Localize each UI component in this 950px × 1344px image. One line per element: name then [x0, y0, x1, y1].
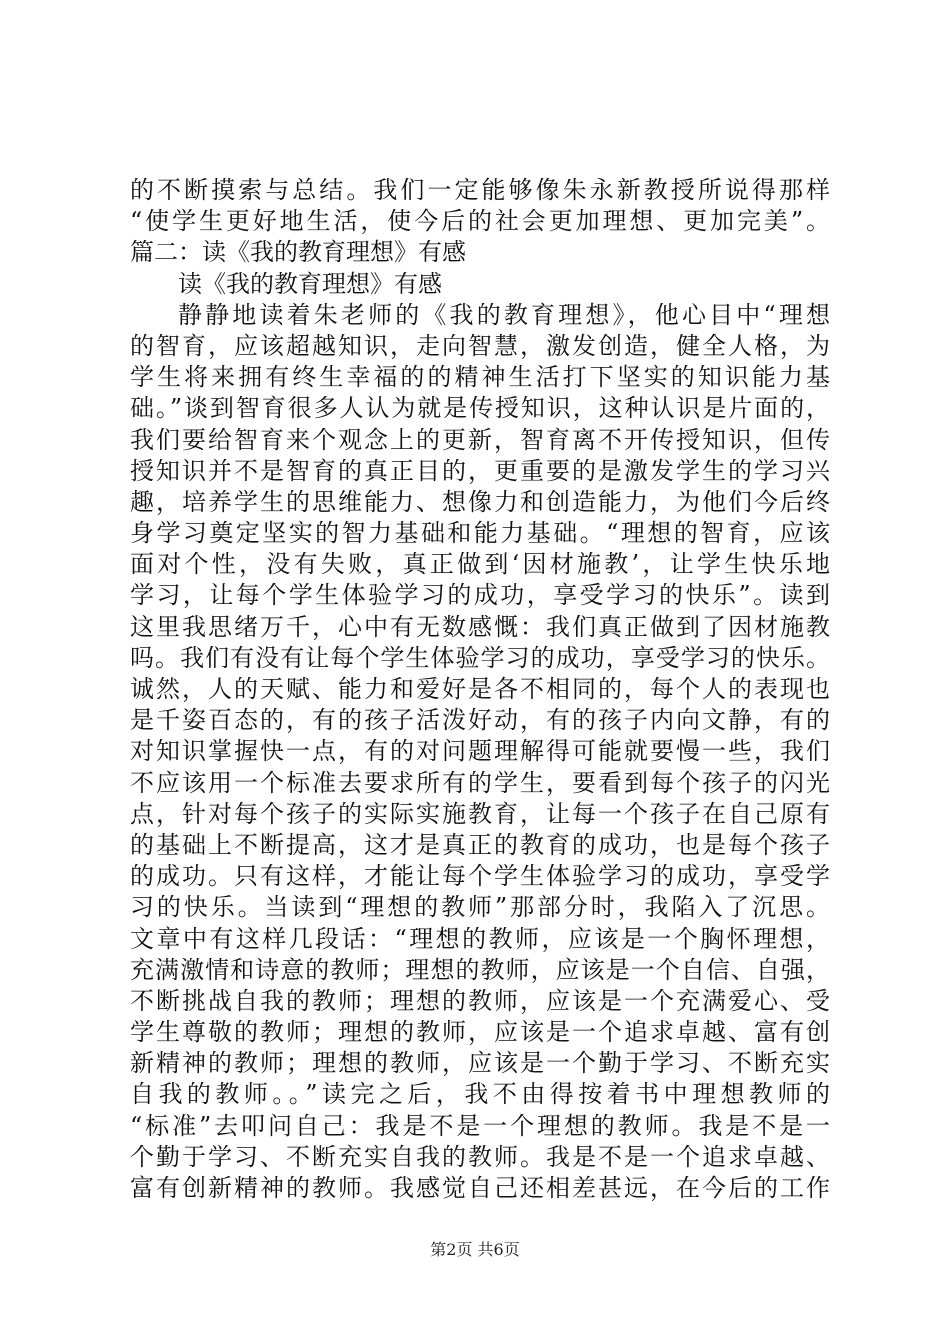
text-line: 这里我思绪万千，心中有无数感慨：我们真正做到了因材施教	[130, 612, 830, 641]
text-line: 的不断摸索与总结。我们一定能够像朱永新教授所说得那样	[130, 176, 830, 204]
text-line: 富有创新精神的教师。我感觉自己还相差甚远，在今后的工作	[130, 1174, 830, 1202]
text-line: 是千姿百态的，有的孩子活泼好动，有的孩子内向文静，有的	[130, 706, 830, 735]
text-line: 充满激情和诗意的教师；理想的教师，应该是一个自信、自强，	[130, 955, 830, 984]
text-line: 自我的教师。。”读完之后，我不由得按着书中理想教师的	[130, 1080, 830, 1109]
text-line: “标准”去叩问自己：我是不是一个理想的教师。我是不是一	[130, 1111, 830, 1140]
text-line: 学习，让每个学生体验学习的成功，享受学习的快乐”。读到	[130, 581, 830, 610]
text-line: 新精神的教师；理想的教师，应该是一个勤于学习、不断充实	[130, 1049, 830, 1078]
section-heading: 篇二：读《我的教育理想》有感	[130, 238, 466, 267]
text-line: 身学习奠定坚实的智力基础和能力基础。“理想的智育，应该	[130, 519, 830, 548]
text-line: 习的快乐。当读到“理想的教师”那部分时，我陷入了沉思。	[130, 893, 830, 922]
text-line: 不应该用一个标准去要求所有的学生，要看到每个孩子的闪光	[130, 768, 830, 797]
text-line: 点，针对每个孩子的实际实施教育，让每一个孩子在自己原有	[130, 799, 830, 828]
page-number-footer: 第2页 共6页	[430, 1240, 520, 1259]
text-line: 的智育，应该超越知识，走向智慧，激发创造，健全人格，为	[130, 331, 830, 360]
text-line: 学生将来拥有终生幸福的的精神生活打下坚实的知识能力基	[130, 363, 830, 392]
text-line: “使学生更好地生活，使今后的社会更加理想、更加完美”。	[130, 207, 830, 236]
text-line: 授知识并不是智育的真正目的，更重要的是激发学生的学习兴	[130, 456, 830, 485]
text-line: 对知识掌握快一点，有的对问题理解得可能就要慢一些，我们	[130, 737, 830, 766]
body-text	[130, 175, 830, 1204]
text-line: 面对个性，没有失败，真正做到‘因材施教’，让学生快乐地	[130, 550, 830, 579]
text-line: 的基础上不断提高，这才是真正的教育的成功，也是每个孩子	[130, 830, 830, 859]
text-line: 个勤于学习、不断充实自我的教师。我是不是一个追求卓越、	[130, 1142, 830, 1171]
text-line: 趣，培养学生的思维能力、想像力和创造能力，为他们今后终	[130, 487, 830, 516]
text-line: 我们要给智育来个观念上的更新，智育离不开传授知识，但传	[130, 425, 830, 454]
article-title: 读《我的教育理想》有感	[178, 269, 442, 298]
text-line: 诚然，人的天赋、能力和爱好是各不相同的，每个人的表现也	[130, 675, 830, 703]
text-line: 的成功。只有这样，才能让每个学生体验学习的成功，享受学	[130, 862, 830, 891]
text-line: 吗。我们有没有让每个学生体验学习的成功，享受学习的快乐。	[130, 643, 830, 672]
text-line: 静静地读着朱老师的《我的教育理想》，他心目中“理想	[178, 300, 830, 329]
text-line: 学生尊敬的教师；理想的教师，应该是一个追求卓越、富有创	[130, 1018, 830, 1047]
text-line: 础。”谈到智育很多人认为就是传授知识，这种认识是片面的，	[130, 394, 830, 423]
text-line: 不断挑战自我的教师；理想的教师，应该是一个充满爱心、受	[130, 986, 830, 1015]
text-line: 文章中有这样几段话：“理想的教师，应该是一个胸怀理想，	[130, 924, 830, 953]
